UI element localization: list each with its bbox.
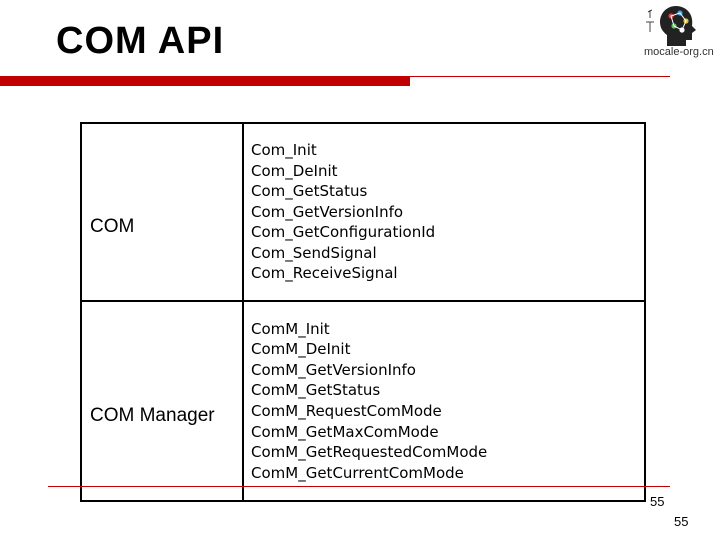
slide-title: COM API: [56, 20, 225, 62]
function-item: ComM_RequestComMode: [251, 402, 442, 420]
function-item: Com_ReceiveSignal: [251, 264, 398, 283]
function-item: ComM_DeInit: [251, 340, 351, 359]
module-cell-com-manager: COM Manager: [81, 301, 243, 501]
module-cell-com: COM: [81, 123, 243, 301]
function-item: Com_GetConfigurationId: [251, 223, 436, 242]
function-list-com: [243, 123, 645, 301]
function-item: Com_GetStatus: [251, 182, 368, 201]
function-item: ComM_Init: [251, 319, 330, 338]
function-item: ComM_GetStatus: [251, 381, 381, 400]
function-item: Com_GetVersionInfo: [251, 202, 404, 221]
function-item: ComM_GetMaxComMode: [251, 422, 439, 441]
function-item: Com_Init: [251, 140, 317, 159]
function-item: ComM_GetRequestedComMode: [251, 443, 488, 462]
page-number: 55: [650, 494, 665, 509]
title-underline-bar: [0, 76, 410, 86]
function-list-com-manager: [243, 301, 645, 501]
function-item: ComM_GetVersionInfo: [251, 360, 416, 379]
footer-rule: [48, 486, 670, 487]
api-table: [80, 122, 646, 502]
table-row: [81, 123, 645, 301]
title-underline-rule: [410, 76, 670, 77]
page-number-corner: 55: [674, 514, 689, 529]
function-item: Com_DeInit: [251, 161, 338, 180]
logo-text: mocale-org.cn: [644, 46, 714, 58]
function-item: Com_SendSignal: [251, 243, 377, 262]
table-row: [81, 301, 645, 501]
function-item: ComM_GetCurrentComMode: [251, 463, 464, 482]
